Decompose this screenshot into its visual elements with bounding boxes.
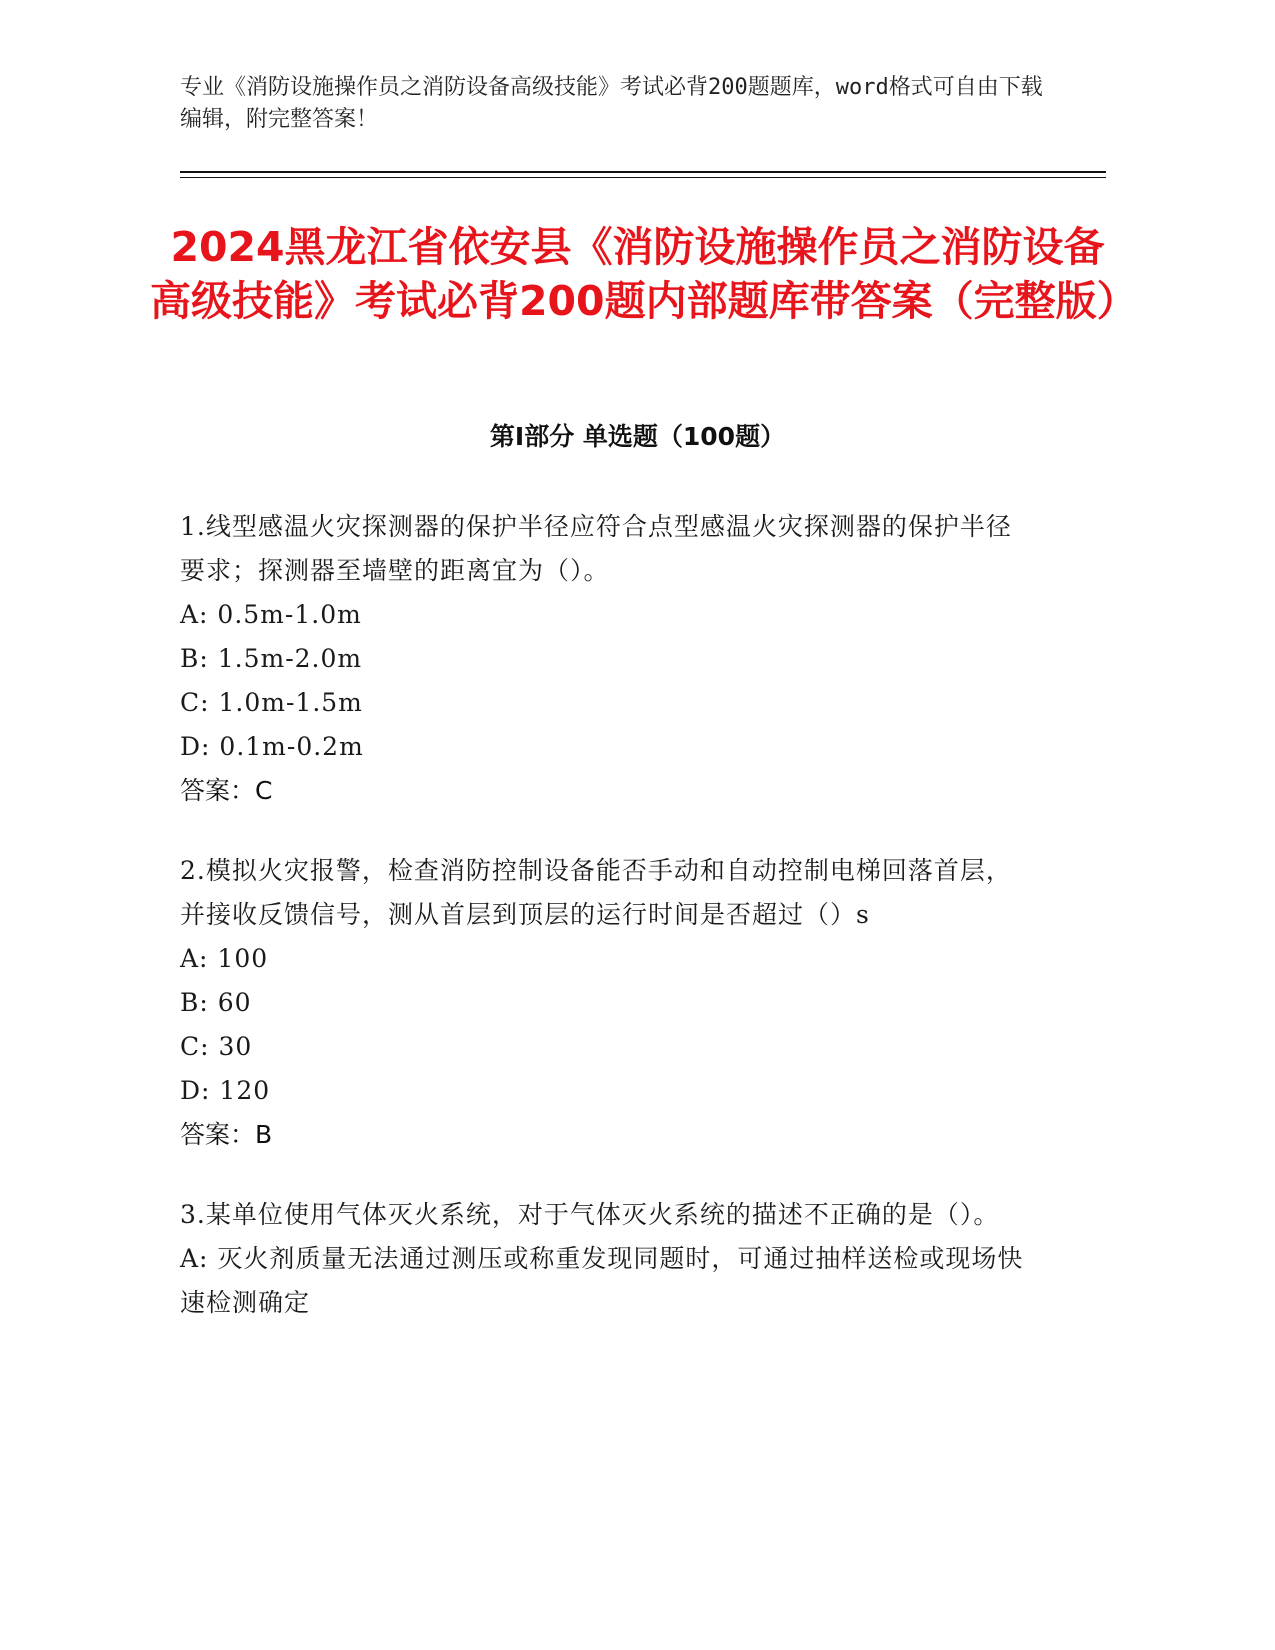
header-note: 专业《消防设施操作员之消防设备高级技能》考试必背200题题库，word格式可自由下载编辑，附完整答案！	[180, 75, 1043, 132]
question-1	[180, 505, 1030, 813]
question-3	[180, 1193, 1030, 1325]
option-a: A: 100	[180, 944, 269, 973]
option-a: A: 0.5m-1.0m	[180, 600, 362, 629]
option-c: C: 1.0m-1.5m	[180, 688, 363, 717]
answer: 答案：B	[180, 1120, 273, 1149]
option-a: A: 灭火剂质量无法通过测压或称重发现同题时，可通过抽样送检或现场快速检测确定	[180, 1244, 1024, 1317]
question-list	[180, 505, 1030, 1361]
question-2	[180, 849, 1030, 1157]
document-title: 2024黑龙江省依安县《消防设施操作员之消防设备高级技能》考试必背200题内部题库带答案（完整版）	[150, 223, 1138, 325]
question-stem: 2.模拟火灾报警，检查消防控制设备能否手动和自动控制电梯回落首层，并接收反馈信号，测从首层到顶层的运行时间是否超过（）s	[180, 856, 1012, 929]
option-b: B: 1.5m-2.0m	[180, 644, 363, 673]
option-c: C: 30	[180, 1032, 253, 1061]
header-divider-thick	[180, 171, 1106, 173]
section-heading: 第I部分 单选题（100题）	[489, 422, 786, 451]
header-divider-thin	[180, 177, 1106, 178]
option-d: D: 0.1m-0.2m	[180, 732, 364, 761]
question-stem: 1.线型感温火灾探测器的保护半径应符合点型感温火灾探测器的保护半径要求；探测器至墙壁的距离宜为（）。	[180, 512, 1012, 585]
question-stem: 3.某单位使用气体灭火系统，对于气体灭火系统的描述不正确的是（）。	[180, 1200, 1000, 1229]
option-d: D: 120	[180, 1076, 271, 1105]
option-b: B: 60	[180, 988, 252, 1017]
answer: 答案：C	[180, 776, 273, 805]
